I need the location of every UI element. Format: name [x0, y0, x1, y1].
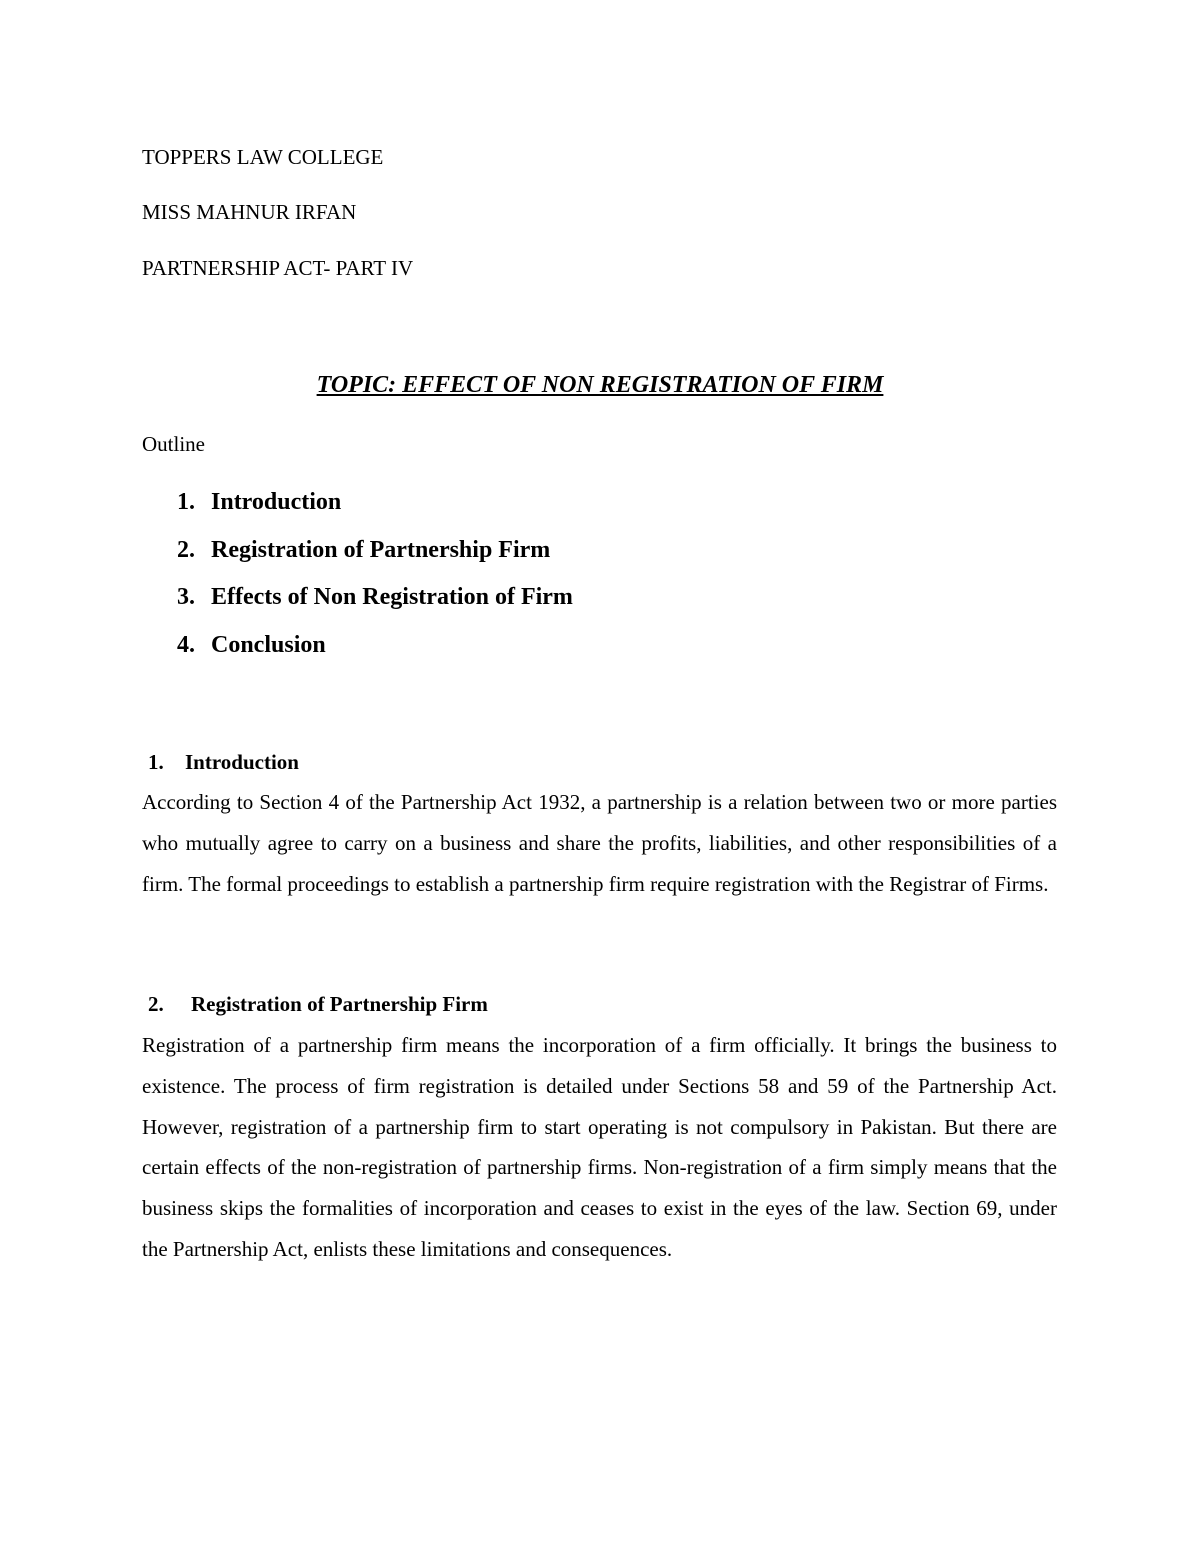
section-number: 2.	[148, 992, 164, 1016]
outline-item-number: 2.	[177, 537, 195, 563]
subject-title: PARTNERSHIP ACT- PART IV	[142, 256, 414, 280]
outline-item	[177, 489, 341, 516]
section-paragraph-registration: Registration of a partnership firm means the incorporation of a firm officially. It brings the business to existence. The process of firm registration is detailed under Sections 58 and 59 of the Partnership Act. However, registration of a partnership firm to start operating is not compulsory in Pakistan. But there are certain effects of the non-registration of partnership firms. Non-registration of a firm simply means that the business skips the formalities of incorporation and ceases to exist in the eyes of the law. Section 69, under the Partnership Act, enlists these limitations and consequences.	[142, 1033, 1057, 1261]
teacher-name: MISS MAHNUR IRFAN	[142, 200, 357, 224]
college-name: TOPPERS LAW COLLEGE	[142, 145, 384, 169]
section-heading-text: Introduction	[185, 750, 299, 774]
outline-item-number: 3.	[177, 584, 195, 610]
outline-item-text: Effects of Non Registration of Firm	[211, 584, 573, 610]
section-heading-text: Registration of Partnership Firm	[191, 992, 488, 1016]
section-number: 1.	[148, 750, 164, 774]
section-heading-registration	[148, 992, 488, 1017]
outline-item	[177, 632, 326, 659]
section-paragraph-introduction: According to Section 4 of the Partnership Act 1932, a partnership is a relation between two or more parties who mutually agree to carry on a business and share the profits, liabilities, and other responsibilities of a firm. The formal proceedings to establish a partnership firm require registration with the Registrar of Firms.	[142, 790, 1057, 896]
outline-item-number: 1.	[177, 489, 195, 515]
outline-item-text: Introduction	[211, 489, 342, 515]
topic-title: TOPIC: EFFECT OF NON REGISTRATION OF FIRM	[316, 372, 884, 398]
outline-item	[177, 537, 550, 564]
outline-item-number: 4.	[177, 632, 195, 658]
outline-item	[177, 584, 573, 611]
outline-item-text: Registration of Partnership Firm	[211, 537, 551, 563]
outline-label: Outline	[142, 432, 205, 456]
section-heading-introduction	[148, 750, 299, 775]
outline-item-text: Conclusion	[211, 632, 326, 658]
